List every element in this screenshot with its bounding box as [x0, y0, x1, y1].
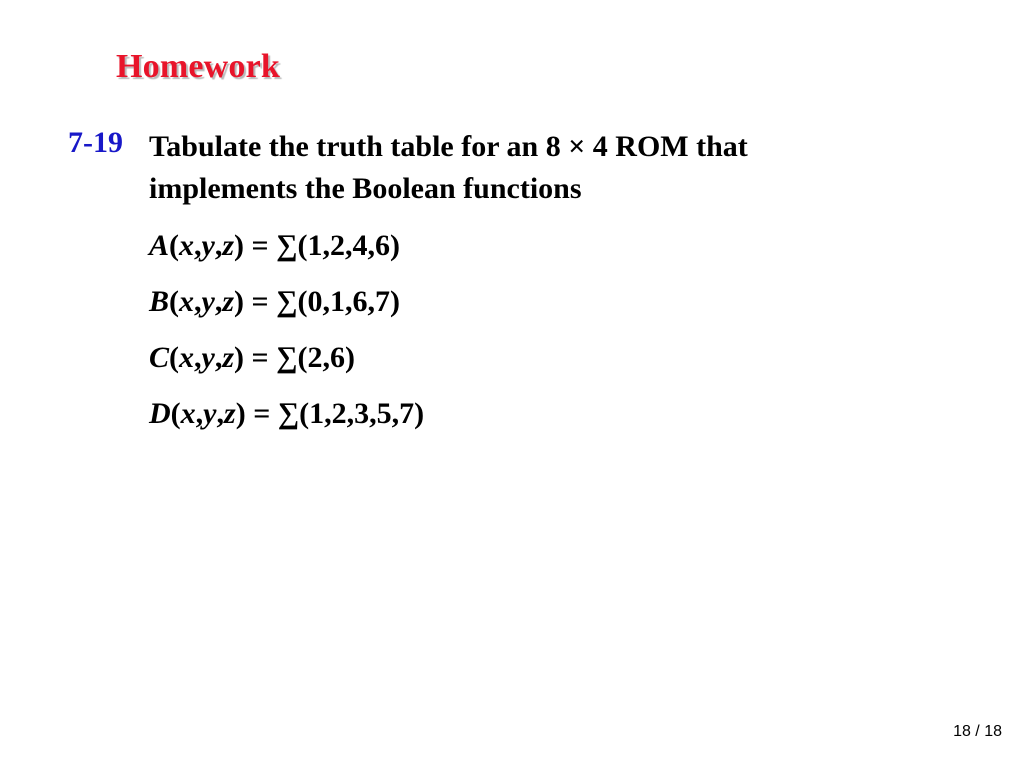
problem-statement-line: implements the Boolean functions	[149, 172, 582, 205]
function-variable: y	[201, 341, 215, 374]
boolean-function-d: D(x,y,z) = ∑(1,2,3,5,7)	[149, 397, 425, 430]
equals-sign: =	[244, 285, 277, 318]
function-variable: z	[222, 229, 235, 262]
function-variable: y	[201, 285, 215, 318]
page-indicator: 18 / 18	[953, 723, 1002, 740]
equals-sign: =	[244, 341, 277, 374]
function-variable: z	[222, 285, 235, 318]
minterm-sum: ∑(2,6)	[276, 341, 356, 374]
function-variable: z	[224, 397, 236, 430]
equals-sign: =	[244, 229, 277, 262]
minterm-sum: ∑(1,2,4,6)	[276, 229, 401, 262]
function-variable: x	[180, 397, 196, 430]
boolean-function-list	[149, 226, 869, 434]
minterm-sum: ∑(0,1,6,7)	[276, 285, 401, 318]
boolean-function-a: A(x,y,z) = ∑(1,2,4,6)	[149, 229, 401, 262]
function-variable: x	[179, 229, 195, 262]
problem-statement-line: Tabulate the truth table for an 8 × 4 ROM that	[149, 130, 748, 163]
slide-title: Homework	[116, 48, 281, 85]
function-variable: y	[203, 397, 217, 430]
problem-number: 7-19	[68, 126, 123, 159]
equals-sign: =	[245, 397, 278, 430]
minterm-sum: ∑(1,2,3,5,7)	[277, 397, 425, 430]
function-name: B	[149, 285, 170, 318]
boolean-function-b: B(x,y,z) = ∑(0,1,6,7)	[149, 285, 401, 318]
function-variable: z	[222, 341, 235, 374]
function-variable: x	[179, 285, 195, 318]
boolean-function-c: C(x,y,z) = ∑(2,6)	[149, 341, 356, 374]
function-variable: y	[201, 229, 215, 262]
function-variable: x	[179, 341, 195, 374]
function-name: D	[149, 397, 171, 430]
function-name: A	[149, 229, 170, 262]
function-name: C	[149, 341, 170, 374]
problem-body	[149, 126, 869, 434]
